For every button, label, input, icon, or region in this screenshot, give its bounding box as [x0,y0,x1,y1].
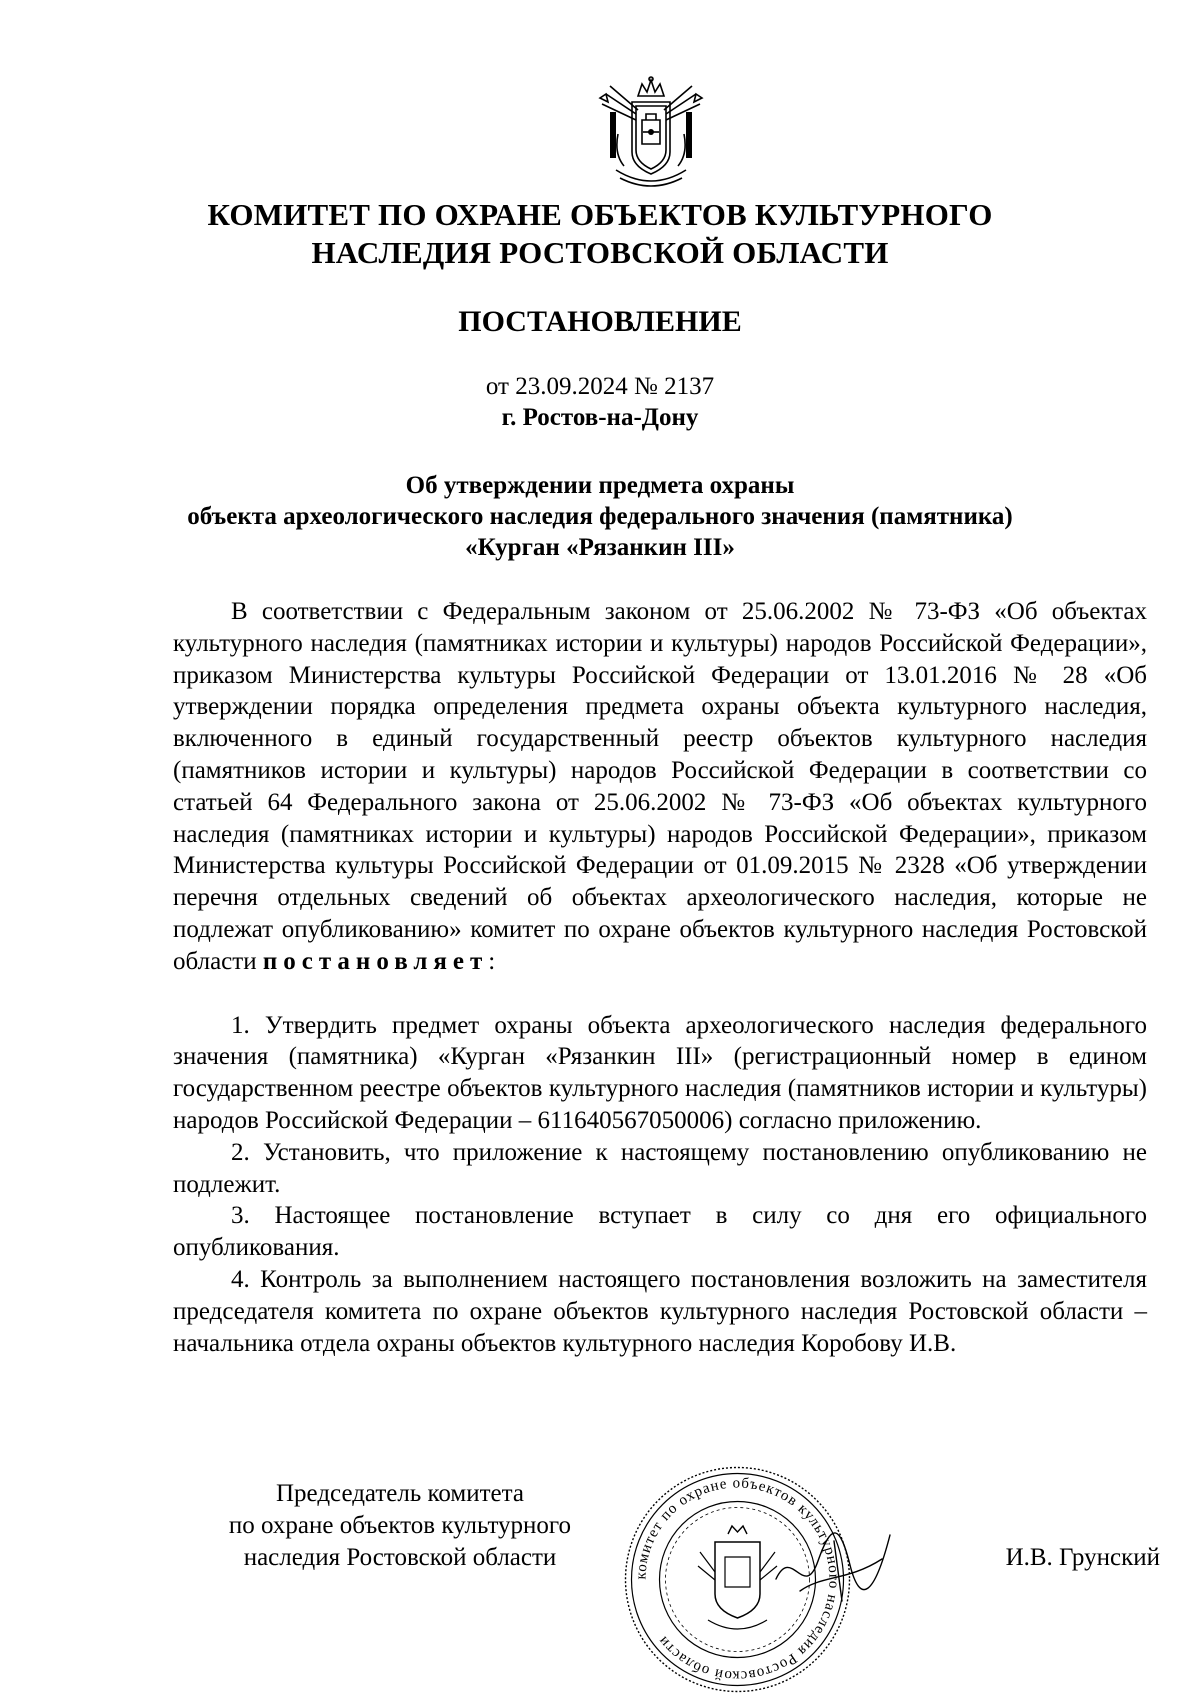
document-body [173,596,1147,1359]
item-1: 1. Утвердить предмет охраны объекта археологического наследия федерального значения (памятника) «Курган «Рязанкин III» (регистрационный номер в едином государственном реестре объектов культурного наследия (памятников истории и культуры) народов Российской Федерации – 611640567050006) согласно приложению. [173,1011,1147,1134]
preamble-paragraph [173,596,1147,978]
org-line-1: КОМИТЕТ ПО ОХРАНЕ ОБЪЕКТОВ КУЛЬТУРНОГО [207,197,993,232]
position-line-3: наследия Ростовской области [243,1544,557,1571]
preamble-text: В соответствии с Федеральным законом от 25.06.2002 № 73-ФЗ «Об объектах культурного наследия (памятниках истории и культуры) народов Российской Федерации», приказом Министерства культуры Российской Федерации от 13.01.2016 № 28 «Об утверждении порядка определения предмета охраны объекта культурного наследия, включенного в единый государственный реестр объектов культурного наследия (памятников истории и культуры) народов Российской Федерации в соответствии со статьей 64 Федерального закона от 25.06.2002 № 73-ФЗ «Об объектах культурного наследия (памятниках истории и культуры) народов Российской Федерации», приказом Министерства культуры Российской Федерации от 01.09.2015 № 2328 «Об утверждении перечня отдельных сведений об объектах археологического наследия, которые не подлежат опубликованию» комитет по охране объектов культурного наследия Ростовской области [173,598,1147,975]
document-place: г. Ростов-на-Дону [501,404,699,431]
decree-word: постановляет [262,947,489,975]
document-type: ПОСТАНОВЛЕНИЕ [458,305,742,338]
position-line-2: по охране объектов культурного [228,1512,572,1539]
org-line-2: НАСЛЕДИЯ РОСТОВСКОЙ ОБЛАСТИ [311,235,889,270]
item-3: 3. Настоящее постановление вступает в силу со дня его официального опубликования. [173,1202,1147,1262]
handwritten-signature-icon [770,1505,900,1615]
item-4: 4. Контроль за выполнением настоящего постановления возложить на заместителя председателя комитета по охране объектов культурного наследия Ростовской области – начальника отдела охраны объектов культурного наследия Коробову И.В. [173,1265,1147,1357]
seal-text: комитет по охране объектов культурного наследия Ростовской области [633,1475,842,1684]
title-line-2: объекта археологического наследия федерального значения (памятника) [187,503,1013,530]
signatory-name: И.В. Грунский [1005,1544,1160,1571]
document-title [140,470,1060,563]
title-line-1: Об утверждении предмета охраны [405,472,795,499]
coat-of-arms-icon [596,74,706,194]
organization-name [140,196,1060,272]
item-2: 2. Установить, что приложение к настоящему постановлению опубликованию не подлежит. [173,1138,1147,1198]
preamble-end: : [488,947,496,975]
position-line-1: Председатель комитета [276,1480,524,1507]
title-line-3: «Курган «Рязанкин III» [465,534,735,561]
signatory-position [180,1478,620,1574]
document-date-number: от 23.09.2024 № 2137 [485,373,715,400]
